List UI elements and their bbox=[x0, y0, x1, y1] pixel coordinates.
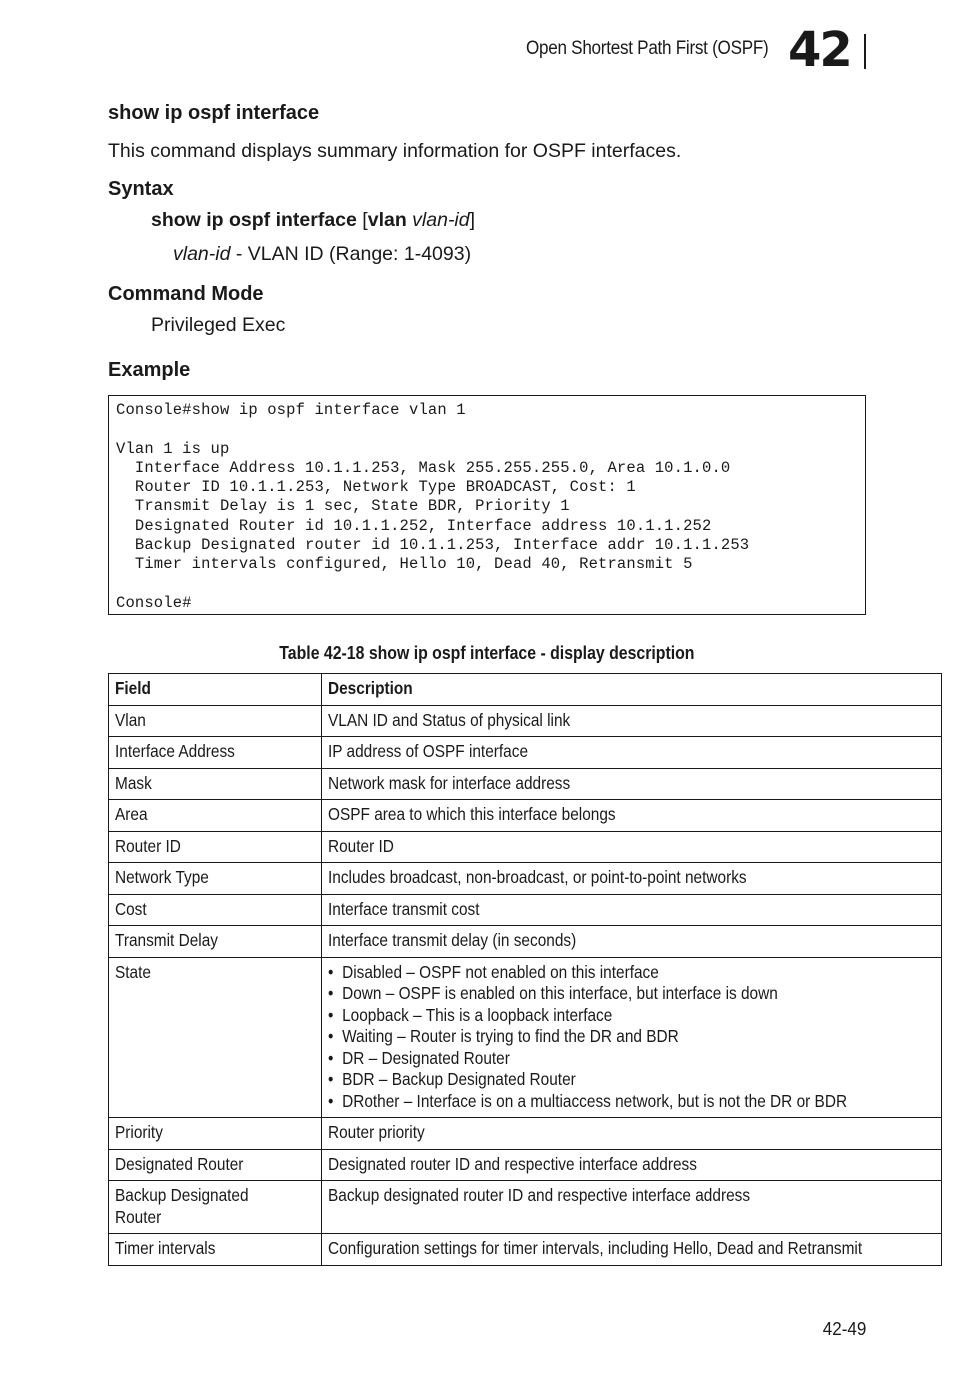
syntax-vlan-param: vlan-id bbox=[406, 209, 470, 231]
example-heading: Example bbox=[108, 359, 191, 381]
table-row bbox=[109, 831, 942, 863]
field-cell: Network Type bbox=[109, 863, 322, 895]
bullet-icon: • bbox=[328, 983, 334, 1003]
description-cell: Router priority bbox=[322, 1118, 942, 1150]
chapter-number: 42 bbox=[788, 22, 851, 78]
syntax-heading: Syntax bbox=[108, 178, 174, 200]
list-item: • DRother – Interface is on a multiaccess network, but is not the DR or BDR bbox=[328, 1090, 848, 1111]
description-cell: Includes broadcast, non-broadcast, or point-to-point networks bbox=[322, 863, 942, 895]
table-row bbox=[109, 768, 942, 800]
description-cell bbox=[322, 957, 942, 1118]
code-line: Backup Designated router id 10.1.1.253, Interface addr 10.1.1.253 bbox=[116, 536, 750, 555]
syntax-line bbox=[151, 209, 475, 232]
page-number: 42-49 bbox=[822, 1318, 866, 1339]
list-item: • Loopback – This is a loopback interface bbox=[328, 1004, 613, 1025]
field-cell: Vlan bbox=[109, 705, 322, 737]
description-cell: IP address of OSPF interface bbox=[322, 737, 942, 769]
field-cell: Router ID bbox=[109, 831, 322, 863]
list-item: • Disabled – OSPF not enabled on this interface bbox=[328, 961, 659, 982]
code-line: Transmit Delay is 1 sec, State BDR, Priority 1 bbox=[116, 497, 570, 516]
table-caption bbox=[108, 643, 866, 664]
description-cell: Designated router ID and respective interface address bbox=[322, 1149, 942, 1181]
table-caption-text: Table 42-18 show ip ospf interface - display description bbox=[279, 643, 695, 663]
code-example bbox=[108, 395, 866, 615]
bullet-icon: • bbox=[328, 1026, 334, 1046]
state-list bbox=[328, 962, 935, 1113]
description-cell: Configuration settings for timer intervals, including Hello, Dead and Retransmit bbox=[322, 1234, 942, 1266]
code-line: Console# bbox=[116, 593, 192, 612]
field-cell: Cost bbox=[109, 894, 322, 926]
field-cell: Designated Router bbox=[109, 1149, 322, 1181]
syntax-bracket-close: ] bbox=[469, 209, 476, 231]
code-line: Interface Address 10.1.1.253, Mask 255.255.255.0, Area 10.1.0.0 bbox=[116, 458, 731, 477]
header-field: Field bbox=[109, 674, 322, 706]
table-row bbox=[109, 705, 942, 737]
list-item: • BDR – Backup Designated Router bbox=[328, 1069, 576, 1089]
description-cell: Router ID bbox=[322, 831, 942, 863]
bullet-icon: • bbox=[328, 1004, 334, 1025]
command-heading: show ip ospf interface bbox=[108, 102, 320, 124]
bullet-icon: • bbox=[328, 1069, 334, 1089]
chapter-title: Open Shortest Path First (OSPF) bbox=[525, 38, 768, 59]
table-row bbox=[109, 1118, 942, 1150]
bullet-icon: • bbox=[328, 1090, 334, 1111]
header-description: Description bbox=[322, 674, 942, 706]
field-cell: Transmit Delay bbox=[109, 926, 322, 958]
list-item: • Waiting – Router is trying to find the DR and BDR bbox=[328, 1026, 679, 1046]
chapter-divider bbox=[864, 34, 866, 69]
code-line: Timer intervals configured, Hello 10, Dead 40, Retransmit 5 bbox=[116, 555, 693, 574]
table-row bbox=[109, 926, 942, 958]
table-row bbox=[109, 737, 942, 769]
bullet-icon: • bbox=[328, 961, 334, 982]
table-header-row bbox=[109, 674, 942, 706]
table-row bbox=[109, 894, 942, 926]
bullet-icon: • bbox=[328, 1047, 334, 1068]
description-table bbox=[108, 673, 942, 1266]
description-cell: VLAN ID and Status of physical link bbox=[322, 705, 942, 737]
syntax-vlan-keyword: vlan bbox=[367, 209, 407, 231]
command-mode-heading: Command Mode bbox=[108, 283, 264, 305]
code-line: Console#show ip ospf interface vlan 1 bbox=[116, 401, 466, 419]
syntax-bracket-open: [ bbox=[356, 209, 368, 231]
param-line bbox=[173, 243, 471, 266]
code-line: Designated Router id 10.1.1.252, Interface address 10.1.1.252 bbox=[116, 516, 712, 535]
command-mode-value: Privileged Exec bbox=[151, 314, 286, 336]
field-cell: Timer intervals bbox=[109, 1234, 322, 1266]
table-row-state bbox=[109, 957, 942, 1118]
description-cell: Backup designated router ID and respective interface address bbox=[322, 1181, 942, 1234]
param-description: - VLAN ID (Range: 1-4093) bbox=[230, 243, 472, 265]
description-cell: Network mask for interface address bbox=[322, 768, 942, 800]
list-item: • Down – OSPF is enabled on this interface, but interface is down bbox=[328, 983, 778, 1003]
code-line bbox=[116, 420, 865, 439]
description-cell: OSPF area to which this interface belongs bbox=[322, 800, 942, 832]
field-cell: State bbox=[109, 957, 322, 1118]
syntax-command: show ip ospf interface bbox=[151, 209, 357, 231]
code-line: Router ID 10.1.1.253, Network Type BROADCAST, Cost: 1 bbox=[116, 478, 636, 497]
table-row bbox=[109, 863, 942, 895]
field-cell: Backup Designated Router bbox=[109, 1181, 322, 1234]
table-row bbox=[109, 1234, 942, 1266]
param-name: vlan-id bbox=[173, 243, 231, 265]
code-line bbox=[116, 575, 865, 594]
description-cell: Interface transmit delay (in seconds) bbox=[322, 926, 942, 958]
field-cell: Mask bbox=[109, 768, 322, 800]
field-cell: Priority bbox=[109, 1118, 322, 1150]
table-row bbox=[109, 1149, 942, 1181]
list-item: • DR – Designated Router bbox=[328, 1047, 510, 1068]
field-cell: Interface Address bbox=[109, 737, 322, 769]
table-row bbox=[109, 800, 942, 832]
description-cell: Interface transmit cost bbox=[322, 894, 942, 926]
table-row bbox=[109, 1181, 942, 1234]
field-cell: Area bbox=[109, 800, 322, 832]
command-description: This command displays summary information for OSPF interfaces. bbox=[108, 140, 682, 162]
code-line: Vlan 1 is up bbox=[116, 439, 230, 458]
